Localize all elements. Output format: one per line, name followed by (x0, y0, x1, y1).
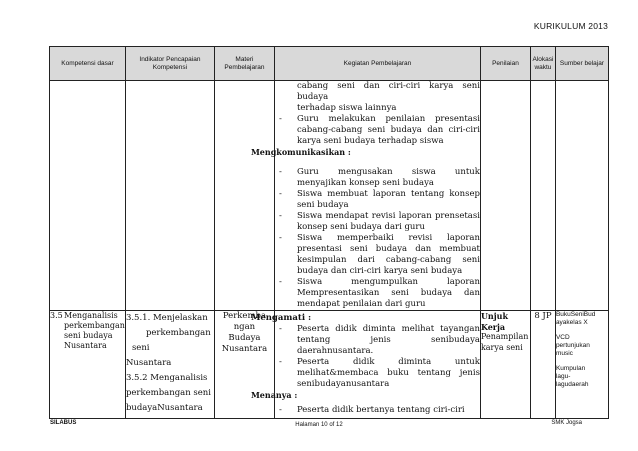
col-indikator: Indikator Pencapaian Kompetensi (125, 47, 214, 81)
curriculum-label: KURIKULUM 2013 (533, 21, 608, 31)
footer-right: SMK Jogsa (551, 420, 582, 426)
list-item: - Siswa membuat laporan tentang konsep seni budaya (278, 189, 480, 210)
col-sumber: Sumber belajar (555, 47, 608, 81)
alokasi-cell: 8 JP (530, 311, 555, 419)
bullet-list (275, 405, 480, 416)
kegiatan-cell (250, 311, 480, 419)
indikator-cell: 3.5.1. Menjelaskan perkembangan seni Nusantara 3.5.2 Menganalisis perkembangan seni budayaNusantara (125, 311, 214, 419)
table-header-row (50, 47, 609, 81)
bullet-list (275, 167, 480, 310)
table-row (50, 311, 609, 419)
col-alokasi: Alokasi waktu (530, 47, 555, 81)
kegiatan-cell (250, 81, 480, 311)
list-item: - Siswa mengumpulkan laporan Mempresentasikan seni budaya dan mendapat penilaian dari guru (278, 277, 480, 309)
table-row (50, 81, 609, 311)
text-line: cabang seni dan ciri-ciri karya seni budaya (296, 81, 480, 102)
section-heading: Mengkomunikasikan : (250, 147, 351, 157)
col-kegiatan: Kegiatan Pembelajaran (274, 47, 480, 81)
col-materi: Materi Pembelajaran (214, 47, 274, 81)
list-item: - Guru melakukan penilaian presentasi cabang-cabang seni budaya dan ciri-ciri karya seni budaya terhadap siswa (278, 114, 480, 146)
bullet-list (275, 324, 480, 390)
col-kompetensi-dasar: Kompetensi dasar (50, 47, 126, 81)
section-heading: Menanya : (250, 390, 298, 400)
list-item: - Siswa mendapat revisi laporan prensetasi konsep seni budaya dari guru (278, 211, 480, 232)
text-line: terhadap siswa lainnya (296, 103, 397, 113)
page-number: Halaman 10 of 12 (295, 422, 343, 428)
kompetensi-dasar-cell: 3.5Menganalisis perkembangan seni budaya Nusantara (50, 311, 126, 419)
materi-cell: Perkemba ngan Budaya Nusantara (214, 311, 274, 419)
list-item: - Siswa memperbaiki revisi laporan presentasi seni budaya dan membuat kesimpulan dari cabang-cabang seni budaya dan ciri-ciri karya seni budaya (278, 233, 480, 276)
list-item: - Peserta didik diminta melihat tayangan tentang jenis senibudaya daerahnusantara. (278, 324, 480, 356)
list-item: - Guru mengusakan siswa untuk menyajikan konsep seni budaya (278, 167, 480, 188)
syllabus-table (49, 46, 609, 419)
sumber-cell: BukuSeniBud ayakelas X VCD pertunjukan music Kumpulan lagu- lagudaerah (555, 311, 608, 419)
list-item: - Peserta didik bertanya tentang ciri-ciri (278, 405, 465, 415)
bullet-list (275, 114, 480, 147)
penilaian-cell: Unjuk Kerja Penampilan karya seni (480, 311, 530, 419)
footer-left: SILABUS (50, 420, 77, 426)
section-heading: Mengamati : (250, 313, 312, 323)
col-penilaian: Penilaian (480, 47, 530, 81)
list-item: - Peserta didik diminta untuk melihat&membaca buku tentang jenis senibudayanusantara (278, 357, 480, 389)
